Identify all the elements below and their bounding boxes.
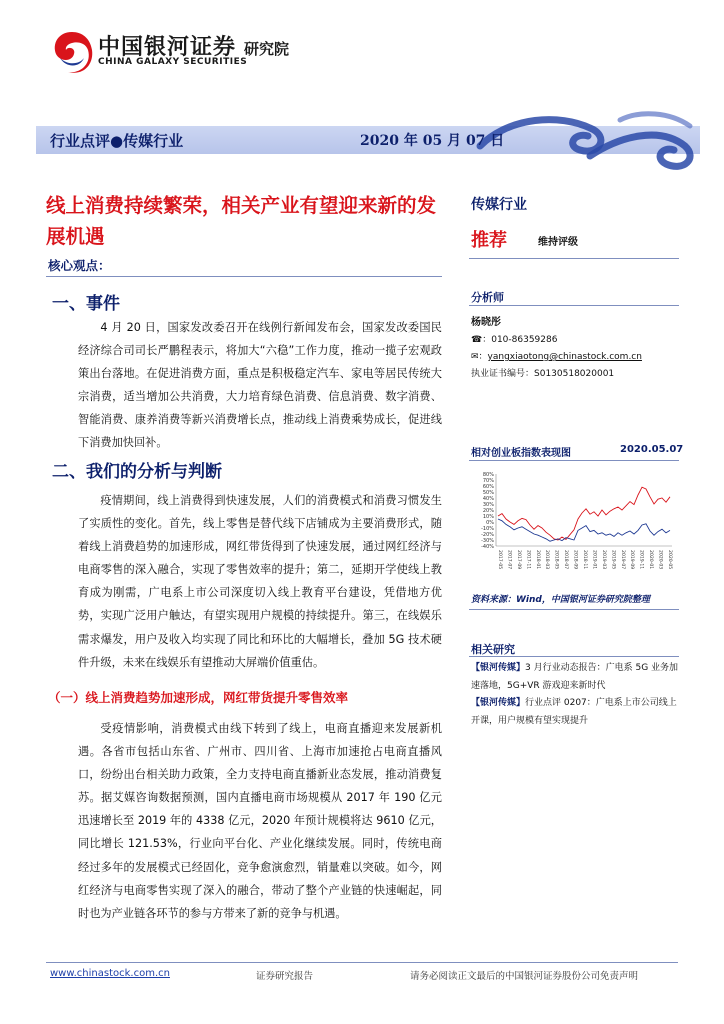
chart-series-line xyxy=(498,519,670,541)
sub-text-online-consumption xyxy=(78,717,442,925)
logo-suffix: 研究院 xyxy=(244,40,290,58)
chart-y-tick-label: 30% xyxy=(482,502,494,508)
sub-heading-online-consumption: （一）线上消费趋势加速形成，网红带货提升零售效率 xyxy=(48,690,349,705)
related-research-list xyxy=(471,660,679,730)
chart-y-tick-label: 70% xyxy=(482,478,494,484)
chart-x-tick-label: 2018-03 xyxy=(544,550,550,570)
report-title: 线上消费持续繁荣，相关产业有望迎来新的发展机遇 xyxy=(46,194,437,248)
chart-y-tick-label: 20% xyxy=(482,508,494,514)
analyst-email[interactable] xyxy=(471,349,642,362)
core-view-label: 核心观点： xyxy=(48,258,111,273)
paragraph: 4 月 20 日，国家发改委召开在线例行新闻发布会，国家发改委国民经济综合司司长严鹏程表示，将加大“六稳”工作力度，推动一揽子宏观政策出台落地。在促进消费方面，重点是积极稳定汽车、家电等居民传统大宗消费，适当增加公共消费，大力培育绿色消费、信息消费、数字消费、智能消费、康养消费等新兴消费增长点，推动线上消费乘势成长，促进线下消费加快回补。 xyxy=(78,321,442,450)
chart-title: 相对创业板指数表现图 xyxy=(471,448,571,459)
chart-x-tick-label: 2019-07 xyxy=(619,550,625,570)
chart-date: 2020.05.07 xyxy=(620,444,684,455)
section-text-event xyxy=(78,316,442,455)
analyst-label: 分析师 xyxy=(471,291,504,304)
chart-y-tick-label: 60% xyxy=(482,484,494,490)
chart-y-tick-label: -30% xyxy=(481,538,494,544)
divider xyxy=(469,609,679,610)
analyst-cert: 执业证书编号：S0130518020001 xyxy=(471,369,615,379)
industry-name: 传媒行业 xyxy=(471,197,527,213)
related-research-label: 相关研究 xyxy=(471,643,515,656)
chart-x-tick-label: 2018-07 xyxy=(563,550,569,570)
cloud-decoration-icon xyxy=(470,106,700,178)
chart-x-tick-label: 2018-11 xyxy=(582,550,587,570)
chart-x-tick-label: 2019-01 xyxy=(591,550,597,570)
rating: 推荐 xyxy=(471,230,507,251)
related-tag: 【银河传媒】 xyxy=(471,663,526,673)
chart-x-tick-label: 2020-01 xyxy=(648,550,654,570)
chart-x-tick-label: 2017-11 xyxy=(525,550,531,570)
chart-x-tick-label: 2018-05 xyxy=(553,550,559,570)
chart-x-tick-label: 2018-09 xyxy=(572,550,578,570)
chart-x-tick-label: 2017-05 xyxy=(497,550,502,570)
section-text-analysis xyxy=(78,489,442,674)
analyst-phone xyxy=(471,332,557,345)
email-icon: ✉： xyxy=(471,352,488,362)
chart-x-tick-label: 2019-03 xyxy=(600,550,606,570)
footer-center: 证券研究报告 xyxy=(256,971,314,982)
chart-y-tick-label: 80% xyxy=(482,472,494,478)
chart-y-tick-label: 0% xyxy=(486,520,494,526)
chart-source: 资料来源：Wind，中国银河证券研究院整理 xyxy=(471,595,650,605)
related-text: 3 月行业动态报告：广电系 5G 业务加速落地，5G+VR 游戏迎来新时代 xyxy=(471,663,679,691)
logo-text-en: CHINA GALAXY SECURITIES xyxy=(98,57,248,67)
footer-link[interactable]: www.chinastock.com.cn xyxy=(50,968,170,979)
divider xyxy=(46,276,442,277)
chart-x-tick-label: 2020-03 xyxy=(657,550,663,570)
related-tag: 【银河传媒】 xyxy=(471,698,526,708)
chart-x-tick-label: 2017-09 xyxy=(515,550,521,570)
chart-y-tick-label: 10% xyxy=(482,514,494,520)
paragraph: 疫情期间，线上消费得到快速发展，人们的消费模式和消费习惯发生了实质性的变化。首先，线上零售是替代线下店铺成为主要消费形式，随着线上消费趋势的加速形成，网红带货得到了快速发展，通过网红经济与电商零售的深入融合，实现了零售效率的提升；第二，延期开学使线上教育成为刚需，广电系上市公司深度切入线上教育平台建设，凭借地方优势，实现广泛用户触达，有望实现用户规模的持续提升。第三，在线娱乐需求爆发，用户及收入均实现了同比和环比的大幅增长，叠加 5G 技术硬件升级，未来在线娱乐有望推动大屏端价值重估。 xyxy=(78,494,442,669)
chart-x-tick-label: 2019-11 xyxy=(638,550,644,570)
related-item[interactable] xyxy=(471,660,679,695)
rating-note: 维持评级 xyxy=(538,237,578,248)
chart-x-tick-label: 2019-05 xyxy=(610,550,616,570)
report-category: 行业点评●传媒行业 xyxy=(50,132,184,150)
divider xyxy=(469,258,679,259)
chart-x-tick-label: 2019-09 xyxy=(629,550,635,570)
section-heading-event: 一、事件 xyxy=(52,294,120,314)
phone-value: 010-86359286 xyxy=(491,335,558,345)
chart-y-tick-label: -20% xyxy=(481,532,494,538)
footer-disclaimer: 请务必阅读正文最后的中国银河证券股份公司免责声明 xyxy=(410,971,639,982)
chart-y-tick-label: -40% xyxy=(481,544,494,550)
analyst-name: 杨晓彤 xyxy=(471,317,501,328)
logo-icon xyxy=(50,28,94,76)
related-item[interactable] xyxy=(471,695,679,730)
divider xyxy=(469,460,679,461)
logo-text-cn: 中国银河证券 xyxy=(98,35,237,60)
divider xyxy=(469,656,679,657)
chart-series-line xyxy=(498,487,670,540)
chart-y-tick-label: 40% xyxy=(482,496,494,502)
divider xyxy=(469,305,679,306)
performance-chart xyxy=(472,466,678,586)
phone-icon: ☎： xyxy=(471,335,492,345)
chart-x-tick-label: 2017-07 xyxy=(506,550,512,570)
chart-x-tick-label: 2020-05 xyxy=(667,550,672,570)
related-text: 行业点评 0207：广电系上市公司线上开课，用户规模有望实现提升 xyxy=(471,698,677,726)
section-heading-analysis: 二、我们的分析与判断 xyxy=(52,462,222,482)
paragraph: 受疫情影响，消费模式由线下转到了线上，电商直播迎来发展新机遇。各省市包括山东省、广州市、四川省、上海市加速抢占电商直播风口，纷纷出台相关助力政策，全力支持电商直播新业态发展，推动消费复苏。据艾媒咨询数据预测，国内直播电商市场规模从 2017 年 190 亿元迅速增长至 2019 年的 4338 亿元，2020 年预计规模将达 9610 亿元，同比增长 121.53%，行业向平台化、产业化继续发展。同时，传统电商经过多年的发展模式已经固化，竞争愈演愈烈，销量难以突破。如今，网红经济与电商零售实现了深入的融合，带动了整个产业链的快速崛起，同时也为产业链各环节的参与方带来了新的竞争与机遇。 xyxy=(78,722,442,920)
report-date: 2020 年 05 月 07 日 xyxy=(360,133,505,149)
chart-y-tick-label: -10% xyxy=(481,526,494,532)
email-value[interactable]: yangxiaotong@chinastock.com.cn xyxy=(487,352,642,362)
footer-divider xyxy=(46,962,678,963)
chart-y-tick-label: 50% xyxy=(482,490,494,496)
chart-x-tick-label: 2018-01 xyxy=(534,550,540,570)
